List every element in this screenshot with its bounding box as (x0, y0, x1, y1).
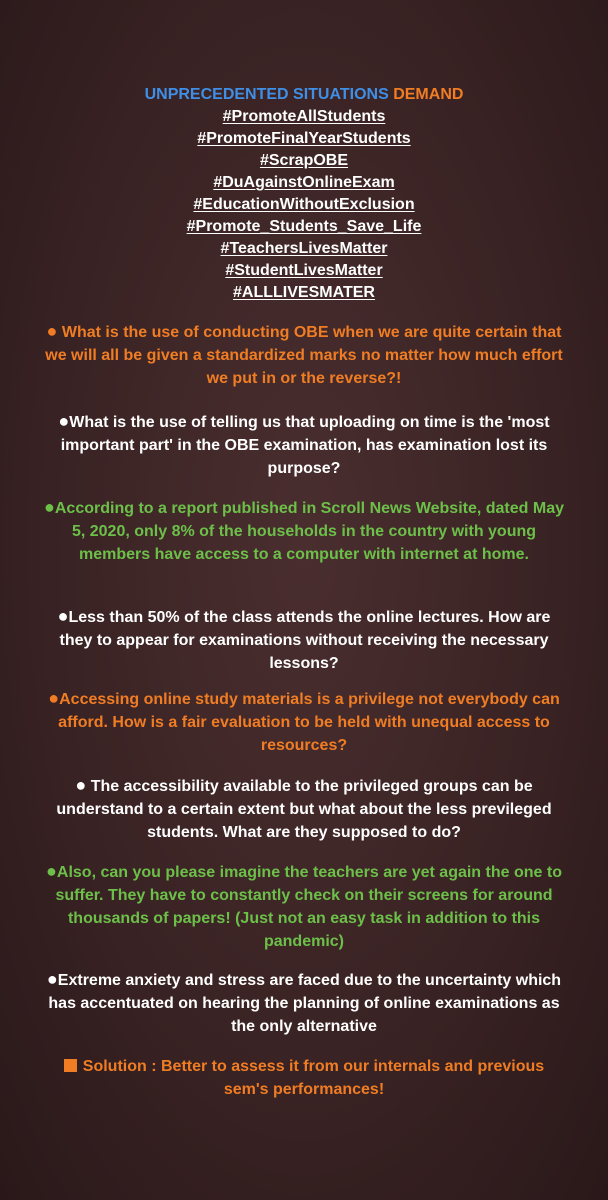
point-text: Less than 50% of the class attends the online lectures. How are they to appear for examinations without receiving the necessary lessons? (59, 609, 551, 672)
hashtag-list (0, 106, 608, 304)
hashtag: #PromoteAllStudents (222, 108, 386, 125)
point-paragraph (40, 605, 568, 675)
bullet-dot-icon: ● (46, 969, 58, 989)
point-paragraph (40, 860, 568, 953)
point-text: Also, can you please imagine the teachers are yet again the one to suffer. They have to constantly check on their screens for around thousands of papers! (Just not an easy task in addition to this pandemic) (55, 864, 562, 950)
point-text: What is the use of conducting OBE when we are quite certain that we will all be given a standardized marks no matter how much effort we put in or the reverse?! (45, 324, 563, 387)
bullet-dot-icon: ● (44, 497, 55, 517)
point-paragraph (40, 687, 568, 757)
hashtag: #ALLLIVESMATER (233, 284, 375, 301)
bullet-dot-icon: ● (75, 775, 87, 795)
point-text: The accessibility available to the privileged groups can be understand to a certain extent but what about the less previleged students. What are they supposed to do? (56, 778, 552, 841)
point-paragraph (40, 496, 568, 566)
hashtag: #PromoteFinalYearStudents (197, 130, 411, 147)
hashtag: #ScrapOBE (259, 152, 349, 169)
point-paragraph (40, 774, 568, 844)
headline-blue-text: UNPRECEDENTED SITUATIONS (144, 86, 389, 103)
headline-orange-text: DEMAND (393, 86, 464, 103)
point-text: What is the use of telling us that uploading on time is the 'most important part' in the OBE examination, has examination lost its purpose? (60, 414, 550, 477)
point-paragraph (40, 968, 568, 1038)
orange-square-icon (64, 1059, 77, 1072)
point-text: According to a report published in Scroll News Website, dated May 5, 2020, only 8% of the households in the country with young members have access to a computer with internet at home. (54, 500, 564, 563)
solution-paragraph (40, 1055, 568, 1101)
hashtag: #Promote_Students_Save_Life (186, 218, 422, 235)
bullet-dot-icon: ● (48, 688, 60, 708)
header-block (0, 84, 608, 304)
bullet-dot-icon: ● (58, 411, 70, 431)
point-paragraph (40, 410, 568, 480)
hashtag: #TeachersLivesMatter (220, 240, 388, 257)
headline (0, 84, 608, 106)
hashtag: #DuAgainstOnlineExam (213, 174, 395, 191)
point-text: Accessing online study materials is a privilege not everybody can afford. How is a fair evaluation to be held with unequal access to resources? (58, 691, 560, 754)
bullet-dot-icon: ● (57, 606, 69, 626)
bullet-dot-icon: ● (46, 861, 57, 881)
hashtag: #EducationWithoutExclusion (193, 196, 415, 213)
hashtag: #StudentLivesMatter (225, 262, 383, 279)
solution-text: Solution : Better to assess it from our internals and previous sem's performances! (82, 1058, 545, 1098)
point-text: Extreme anxiety and stress are faced due to the uncertainty which has accentuated on hearing the planning of online examinations as the only alternative (48, 972, 562, 1035)
bullet-dot-icon: ● (46, 321, 58, 341)
point-paragraph (40, 320, 568, 390)
